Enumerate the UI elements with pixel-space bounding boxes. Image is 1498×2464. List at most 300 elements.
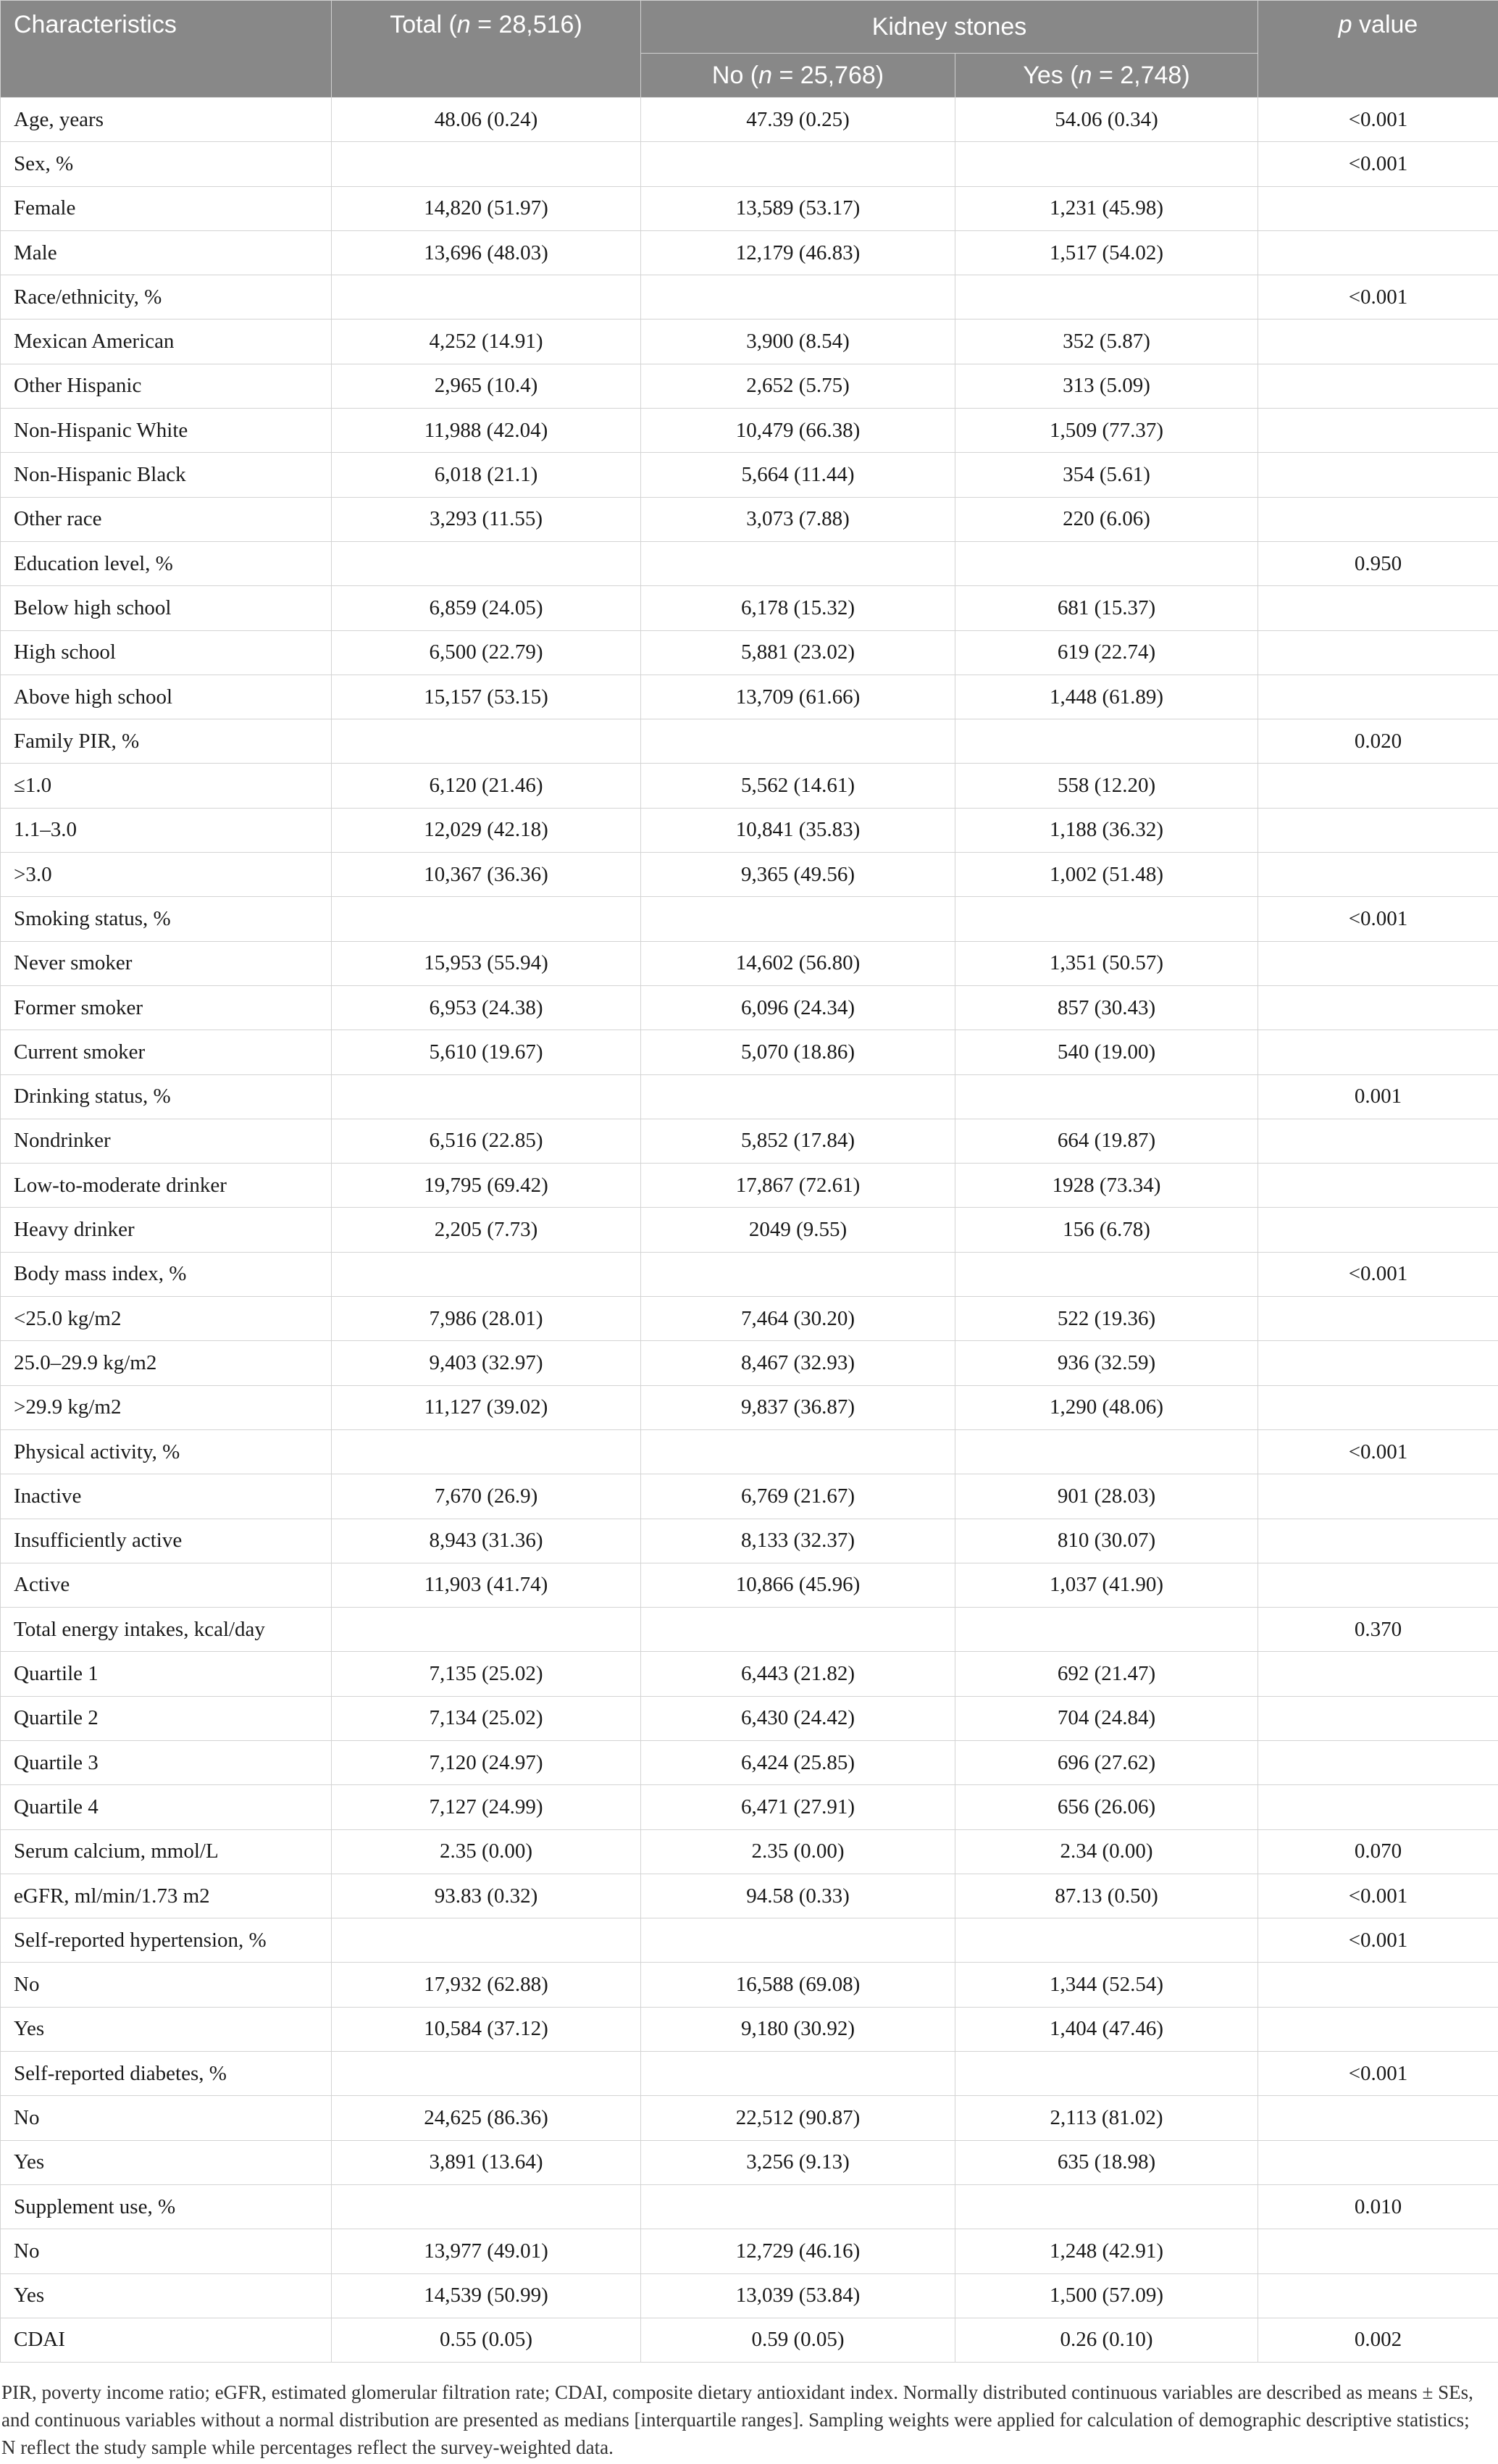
no-cell: 6,096 (24.34): [641, 985, 955, 1030]
p-value-cell: [1258, 985, 1498, 1030]
row-label: Other Hispanic: [1, 364, 332, 408]
p-value-cell: <0.001: [1258, 897, 1498, 941]
yes-cell: 619 (22.74): [955, 630, 1258, 675]
p-value-cell: [1258, 2229, 1498, 2273]
row-label: Male: [1, 230, 332, 275]
yes-cell: 354 (5.61): [955, 453, 1258, 497]
p-value-cell: [1258, 1785, 1498, 1829]
row-label: Self-reported diabetes, %: [1, 2052, 332, 2096]
table-row: [1, 2052, 1498, 2096]
total-cell: [332, 142, 641, 186]
table-row: [1, 275, 1498, 320]
no-cell: 16,588 (69.08): [641, 1963, 955, 2007]
no-cell: 13,039 (53.84): [641, 2273, 955, 2318]
table-row: [1, 764, 1498, 808]
total-cell: 2,205 (7.73): [332, 1208, 641, 1252]
total-cell: [332, 541, 641, 585]
header-no-n: n: [758, 61, 773, 89]
total-cell: 6,953 (24.38): [332, 985, 641, 1030]
table-row: [1, 586, 1498, 630]
yes-cell: 692 (21.47): [955, 1652, 1258, 1696]
row-label: Active: [1, 1563, 332, 1607]
yes-cell: [955, 1252, 1258, 1296]
p-value-cell: 0.070: [1258, 1829, 1498, 1874]
no-cell: 2.35 (0.00): [641, 1829, 955, 1874]
no-cell: [641, 897, 955, 941]
yes-cell: 810 (30.07): [955, 1519, 1258, 1563]
yes-cell: 87.13 (0.50): [955, 1874, 1258, 1918]
yes-cell: 635 (18.98): [955, 2140, 1258, 2184]
row-label: Body mass index, %: [1, 1252, 332, 1296]
row-label: Non-Hispanic Black: [1, 453, 332, 497]
total-cell: 7,127 (24.99): [332, 1785, 641, 1829]
total-cell: 7,670 (26.9): [332, 1474, 641, 1519]
no-cell: 13,589 (53.17): [641, 186, 955, 230]
row-label: <25.0 kg/m2: [1, 1297, 332, 1341]
row-label: Quartile 3: [1, 1740, 332, 1784]
no-cell: 6,430 (24.42): [641, 1696, 955, 1740]
row-label: High school: [1, 630, 332, 675]
yes-cell: [955, 275, 1258, 320]
total-cell: 93.83 (0.32): [332, 1874, 641, 1918]
table-row: [1, 985, 1498, 1030]
yes-cell: [955, 719, 1258, 764]
row-label: Family PIR, %: [1, 719, 332, 764]
yes-cell: 2,113 (81.02): [955, 2096, 1258, 2140]
row-label: 25.0–29.9 kg/m2: [1, 1341, 332, 1385]
header-p-letter: p: [1338, 11, 1352, 38]
p-value-cell: [1258, 320, 1498, 364]
yes-cell: 1,404 (47.46): [955, 2007, 1258, 2051]
row-label: Yes: [1, 2140, 332, 2184]
yes-cell: [955, 1074, 1258, 1119]
row-label: Current smoker: [1, 1030, 332, 1074]
total-cell: 11,903 (41.74): [332, 1563, 641, 1607]
table-row: [1, 1608, 1498, 1652]
p-value-cell: <0.001: [1258, 2052, 1498, 2096]
p-value-cell: [1258, 1119, 1498, 1163]
no-cell: 10,479 (66.38): [641, 409, 955, 453]
total-cell: [332, 275, 641, 320]
header-p-value: [1258, 1, 1498, 98]
p-value-cell: [1258, 186, 1498, 230]
p-value-cell: [1258, 1297, 1498, 1341]
row-label: Above high school: [1, 675, 332, 719]
row-label: Heavy drinker: [1, 1208, 332, 1252]
total-cell: 14,539 (50.99): [332, 2273, 641, 2318]
total-cell: 2,965 (10.4): [332, 364, 641, 408]
total-cell: 7,986 (28.01): [332, 1297, 641, 1341]
header-yes: [955, 54, 1258, 98]
total-cell: [332, 1608, 641, 1652]
table-row: [1, 719, 1498, 764]
table-row: [1, 98, 1498, 142]
row-label: >3.0: [1, 853, 332, 897]
table-row: [1, 2140, 1498, 2184]
p-value-cell: [1258, 764, 1498, 808]
p-value-cell: [1258, 586, 1498, 630]
p-value-cell: [1258, 1030, 1498, 1074]
total-cell: [332, 1918, 641, 1963]
table-row: [1, 853, 1498, 897]
yes-cell: 352 (5.87): [955, 320, 1258, 364]
yes-cell: 1,248 (42.91): [955, 2229, 1258, 2273]
no-cell: 9,180 (30.92): [641, 2007, 955, 2051]
table-row: [1, 941, 1498, 985]
row-label: Race/ethnicity, %: [1, 275, 332, 320]
yes-cell: 558 (12.20): [955, 764, 1258, 808]
p-value-cell: <0.001: [1258, 1429, 1498, 1474]
total-cell: [332, 1252, 641, 1296]
no-cell: 5,562 (14.61): [641, 764, 955, 808]
yes-cell: 681 (15.37): [955, 586, 1258, 630]
no-cell: 12,179 (46.83): [641, 230, 955, 275]
yes-cell: 220 (6.06): [955, 497, 1258, 541]
row-label: Yes: [1, 2007, 332, 2051]
total-cell: 12,029 (42.18): [332, 808, 641, 852]
total-cell: [332, 1074, 641, 1119]
no-cell: 9,837 (36.87): [641, 1385, 955, 1429]
p-value-cell: 0.010: [1258, 2184, 1498, 2229]
table-row: [1, 1208, 1498, 1252]
row-label: Mexican American: [1, 320, 332, 364]
total-cell: 7,134 (25.02): [332, 1696, 641, 1740]
table-row: [1, 630, 1498, 675]
yes-cell: [955, 2184, 1258, 2229]
header-kidney-stones: Kidney stones: [641, 1, 1258, 54]
no-cell: 7,464 (30.20): [641, 1297, 955, 1341]
yes-cell: 1,517 (54.02): [955, 230, 1258, 275]
p-value-cell: [1258, 453, 1498, 497]
no-cell: 2,652 (5.75): [641, 364, 955, 408]
total-cell: 7,135 (25.02): [332, 1652, 641, 1696]
no-cell: 6,769 (21.67): [641, 1474, 955, 1519]
p-value-cell: [1258, 675, 1498, 719]
p-value-cell: [1258, 1696, 1498, 1740]
table-row: [1, 1385, 1498, 1429]
total-cell: 6,120 (21.46): [332, 764, 641, 808]
no-cell: 6,178 (15.32): [641, 586, 955, 630]
yes-cell: 54.06 (0.34): [955, 98, 1258, 142]
total-cell: 7,120 (24.97): [332, 1740, 641, 1784]
yes-cell: 0.26 (0.10): [955, 2318, 1258, 2362]
no-cell: 9,365 (49.56): [641, 853, 955, 897]
total-cell: 17,932 (62.88): [332, 1963, 641, 2007]
no-cell: 47.39 (0.25): [641, 98, 955, 142]
no-cell: [641, 142, 955, 186]
p-value-cell: [1258, 1740, 1498, 1784]
header-yes-suffix: = 2,748): [1092, 61, 1190, 89]
yes-cell: 313 (5.09): [955, 364, 1258, 408]
p-value-cell: [1258, 497, 1498, 541]
table-row: [1, 1474, 1498, 1519]
header-p-rest: value: [1352, 11, 1418, 38]
row-label: Insufficiently active: [1, 1519, 332, 1563]
p-value-cell: [1258, 1652, 1498, 1696]
table-row: [1, 2007, 1498, 2051]
row-label: Female: [1, 186, 332, 230]
total-cell: 6,500 (22.79): [332, 630, 641, 675]
row-label: Sex, %: [1, 142, 332, 186]
total-cell: 10,584 (37.12): [332, 2007, 641, 2051]
p-value-cell: [1258, 1519, 1498, 1563]
no-cell: [641, 1252, 955, 1296]
no-cell: 17,867 (72.61): [641, 1164, 955, 1208]
table-row: [1, 2273, 1498, 2318]
total-cell: 3,891 (13.64): [332, 2140, 641, 2184]
no-cell: [641, 1429, 955, 1474]
yes-cell: 1,290 (48.06): [955, 1385, 1258, 1429]
table-row: [1, 230, 1498, 275]
p-value-cell: <0.001: [1258, 275, 1498, 320]
table-row: [1, 1696, 1498, 1740]
yes-cell: 1,002 (51.48): [955, 853, 1258, 897]
table-row: [1, 409, 1498, 453]
total-cell: 6,018 (21.1): [332, 453, 641, 497]
p-value-cell: [1258, 2096, 1498, 2140]
p-value-cell: [1258, 2007, 1498, 2051]
yes-cell: 936 (32.59): [955, 1341, 1258, 1385]
p-value-cell: [1258, 853, 1498, 897]
row-label: Drinking status, %: [1, 1074, 332, 1119]
p-value-cell: [1258, 2140, 1498, 2184]
total-cell: 11,988 (42.04): [332, 409, 641, 453]
p-value-cell: 0.370: [1258, 1608, 1498, 1652]
total-cell: 24,625 (86.36): [332, 2096, 641, 2140]
table-row: [1, 675, 1498, 719]
table-row: [1, 2229, 1498, 2273]
row-label: Education level, %: [1, 541, 332, 585]
p-value-cell: [1258, 364, 1498, 408]
table-row: [1, 186, 1498, 230]
p-value-cell: 0.001: [1258, 1074, 1498, 1119]
row-label: Nondrinker: [1, 1119, 332, 1163]
total-cell: 4,252 (14.91): [332, 320, 641, 364]
yes-cell: [955, 2052, 1258, 2096]
row-label: Physical activity, %: [1, 1429, 332, 1474]
header-total-n: n: [456, 11, 471, 38]
row-label: Other race: [1, 497, 332, 541]
row-label: ≤1.0: [1, 764, 332, 808]
yes-cell: 2.34 (0.00): [955, 1829, 1258, 1874]
no-cell: [641, 1918, 955, 1963]
table-row: [1, 1164, 1498, 1208]
row-label: 1.1–3.0: [1, 808, 332, 852]
total-cell: 8,943 (31.36): [332, 1519, 641, 1563]
total-cell: 14,820 (51.97): [332, 186, 641, 230]
total-cell: 13,977 (49.01): [332, 2229, 641, 2273]
no-cell: 0.59 (0.05): [641, 2318, 955, 2362]
row-label: eGFR, ml/min/1.73 m2: [1, 1874, 332, 1918]
yes-cell: 1,344 (52.54): [955, 1963, 1258, 2007]
table-row: [1, 1297, 1498, 1341]
table-row: [1, 1829, 1498, 1874]
yes-cell: 522 (19.36): [955, 1297, 1258, 1341]
yes-cell: 1,448 (61.89): [955, 675, 1258, 719]
row-label: CDAI: [1, 2318, 332, 2362]
total-cell: 11,127 (39.02): [332, 1385, 641, 1429]
total-cell: 48.06 (0.24): [332, 98, 641, 142]
no-cell: [641, 2184, 955, 2229]
yes-cell: [955, 1608, 1258, 1652]
total-cell: 6,859 (24.05): [332, 586, 641, 630]
no-cell: [641, 719, 955, 764]
p-value-cell: [1258, 630, 1498, 675]
table-row: [1, 1030, 1498, 1074]
row-label: Total energy intakes, kcal/day: [1, 1608, 332, 1652]
total-cell: 3,293 (11.55): [332, 497, 641, 541]
row-label: Age, years: [1, 98, 332, 142]
row-label: No: [1, 2229, 332, 2273]
table-row: [1, 1652, 1498, 1696]
header-total-suffix: = 28,516): [470, 11, 582, 38]
no-cell: 10,866 (45.96): [641, 1563, 955, 1607]
total-cell: 0.55 (0.05): [332, 2318, 641, 2362]
no-cell: 13,709 (61.66): [641, 675, 955, 719]
table-header: [1, 1, 1498, 98]
table-row: [1, 1963, 1498, 2007]
row-label: Quartile 4: [1, 1785, 332, 1829]
no-cell: 5,881 (23.02): [641, 630, 955, 675]
row-label: Low-to-moderate drinker: [1, 1164, 332, 1208]
yes-cell: 1928 (73.34): [955, 1164, 1258, 1208]
p-value-cell: <0.001: [1258, 1874, 1498, 1918]
table-row: [1, 1252, 1498, 1296]
row-label: Supplement use, %: [1, 2184, 332, 2229]
p-value-cell: [1258, 230, 1498, 275]
header-total: [332, 1, 641, 98]
yes-cell: 1,231 (45.98): [955, 186, 1258, 230]
yes-cell: [955, 1918, 1258, 1963]
table-row: [1, 1918, 1498, 1963]
row-label: Smoking status, %: [1, 897, 332, 941]
total-cell: [332, 2052, 641, 2096]
yes-cell: [955, 897, 1258, 941]
no-cell: 12,729 (46.16): [641, 2229, 955, 2273]
table-row: [1, 1519, 1498, 1563]
table-row: [1, 1119, 1498, 1163]
no-cell: 10,841 (35.83): [641, 808, 955, 852]
table-row: [1, 142, 1498, 186]
p-value-cell: <0.001: [1258, 1918, 1498, 1963]
no-cell: 2049 (9.55): [641, 1208, 955, 1252]
p-value-cell: [1258, 1563, 1498, 1607]
no-cell: 5,070 (18.86): [641, 1030, 955, 1074]
p-value-cell: [1258, 808, 1498, 852]
table-row: [1, 1341, 1498, 1385]
total-cell: 19,795 (69.42): [332, 1164, 641, 1208]
p-value-cell: [1258, 1474, 1498, 1519]
table-row: [1, 453, 1498, 497]
table-row: [1, 1740, 1498, 1784]
no-cell: 3,073 (7.88): [641, 497, 955, 541]
yes-cell: [955, 1429, 1258, 1474]
header-total-prefix: Total (: [390, 11, 457, 38]
row-label: Former smoker: [1, 985, 332, 1030]
table-row: [1, 364, 1498, 408]
yes-cell: 696 (27.62): [955, 1740, 1258, 1784]
no-cell: 6,471 (27.91): [641, 1785, 955, 1829]
no-cell: 6,424 (25.85): [641, 1740, 955, 1784]
no-cell: 14,602 (56.80): [641, 941, 955, 985]
no-cell: [641, 2052, 955, 2096]
p-value-cell: [1258, 1963, 1498, 2007]
p-value-cell: [1258, 1385, 1498, 1429]
row-label: Serum calcium, mmol/L: [1, 1829, 332, 1874]
table-row: [1, 2184, 1498, 2229]
no-cell: 8,133 (32.37): [641, 1519, 955, 1563]
total-cell: 2.35 (0.00): [332, 1829, 641, 1874]
table-row: [1, 497, 1498, 541]
p-value-cell: 0.950: [1258, 541, 1498, 585]
header-yes-prefix: Yes (: [1023, 61, 1079, 89]
total-cell: [332, 719, 641, 764]
p-value-cell: [1258, 1341, 1498, 1385]
total-cell: 10,367 (36.36): [332, 853, 641, 897]
p-value-cell: 0.020: [1258, 719, 1498, 764]
p-value-cell: [1258, 1208, 1498, 1252]
no-cell: 94.58 (0.33): [641, 1874, 955, 1918]
row-label: No: [1, 1963, 332, 2007]
row-label: No: [1, 2096, 332, 2140]
yes-cell: 156 (6.78): [955, 1208, 1258, 1252]
table-row: [1, 1074, 1498, 1119]
no-cell: [641, 1074, 955, 1119]
table-row: [1, 541, 1498, 585]
table-row: [1, 1429, 1498, 1474]
header-characteristics: Characteristics: [1, 1, 332, 98]
p-value-cell: <0.001: [1258, 98, 1498, 142]
total-cell: 9,403 (32.97): [332, 1341, 641, 1385]
table-row: [1, 320, 1498, 364]
row-label: Self-reported hypertension, %: [1, 1918, 332, 1963]
table-row: [1, 897, 1498, 941]
header-no: [641, 54, 955, 98]
total-cell: 15,157 (53.15): [332, 675, 641, 719]
yes-cell: 656 (26.06): [955, 1785, 1258, 1829]
yes-cell: [955, 142, 1258, 186]
header-yes-n: n: [1078, 61, 1092, 89]
yes-cell: 1,351 (50.57): [955, 941, 1258, 985]
yes-cell: 1,037 (41.90): [955, 1563, 1258, 1607]
no-cell: 22,512 (90.87): [641, 2096, 955, 2140]
table-row: [1, 2318, 1498, 2362]
yes-cell: 540 (19.00): [955, 1030, 1258, 1074]
p-value-cell: [1258, 2273, 1498, 2318]
yes-cell: [955, 541, 1258, 585]
total-cell: 5,610 (19.67): [332, 1030, 641, 1074]
no-cell: 5,852 (17.84): [641, 1119, 955, 1163]
yes-cell: 1,188 (36.32): [955, 808, 1258, 852]
yes-cell: 1,509 (77.37): [955, 409, 1258, 453]
total-cell: [332, 2184, 641, 2229]
row-label: Inactive: [1, 1474, 332, 1519]
no-cell: [641, 541, 955, 585]
table-footnote: PIR, poverty income ratio; eGFR, estimated glomerular filtration rate; CDAI, composite dietary antioxidant index. Normally distributed continuous variables are described as means ± SEs, and continuous variables without a normal distribution are presented as medians [interquartile ranges]. Sampling weights were applied for calculation of demographic descriptive statistics; N reflect the study sample while percentages reflect the survey-weighted data.: [1, 2381, 1473, 2458]
row-label: >29.9 kg/m2: [1, 1385, 332, 1429]
row-label: Yes: [1, 2273, 332, 2318]
row-label: Quartile 1: [1, 1652, 332, 1696]
total-cell: 6,516 (22.85): [332, 1119, 641, 1163]
table-body: [1, 98, 1498, 2363]
no-cell: 5,664 (11.44): [641, 453, 955, 497]
total-cell: 13,696 (48.03): [332, 230, 641, 275]
yes-cell: 1,500 (57.09): [955, 2273, 1258, 2318]
table-row: [1, 2096, 1498, 2140]
table-row: [1, 808, 1498, 852]
header-no-prefix: No (: [711, 61, 759, 89]
total-cell: 15,953 (55.94): [332, 941, 641, 985]
